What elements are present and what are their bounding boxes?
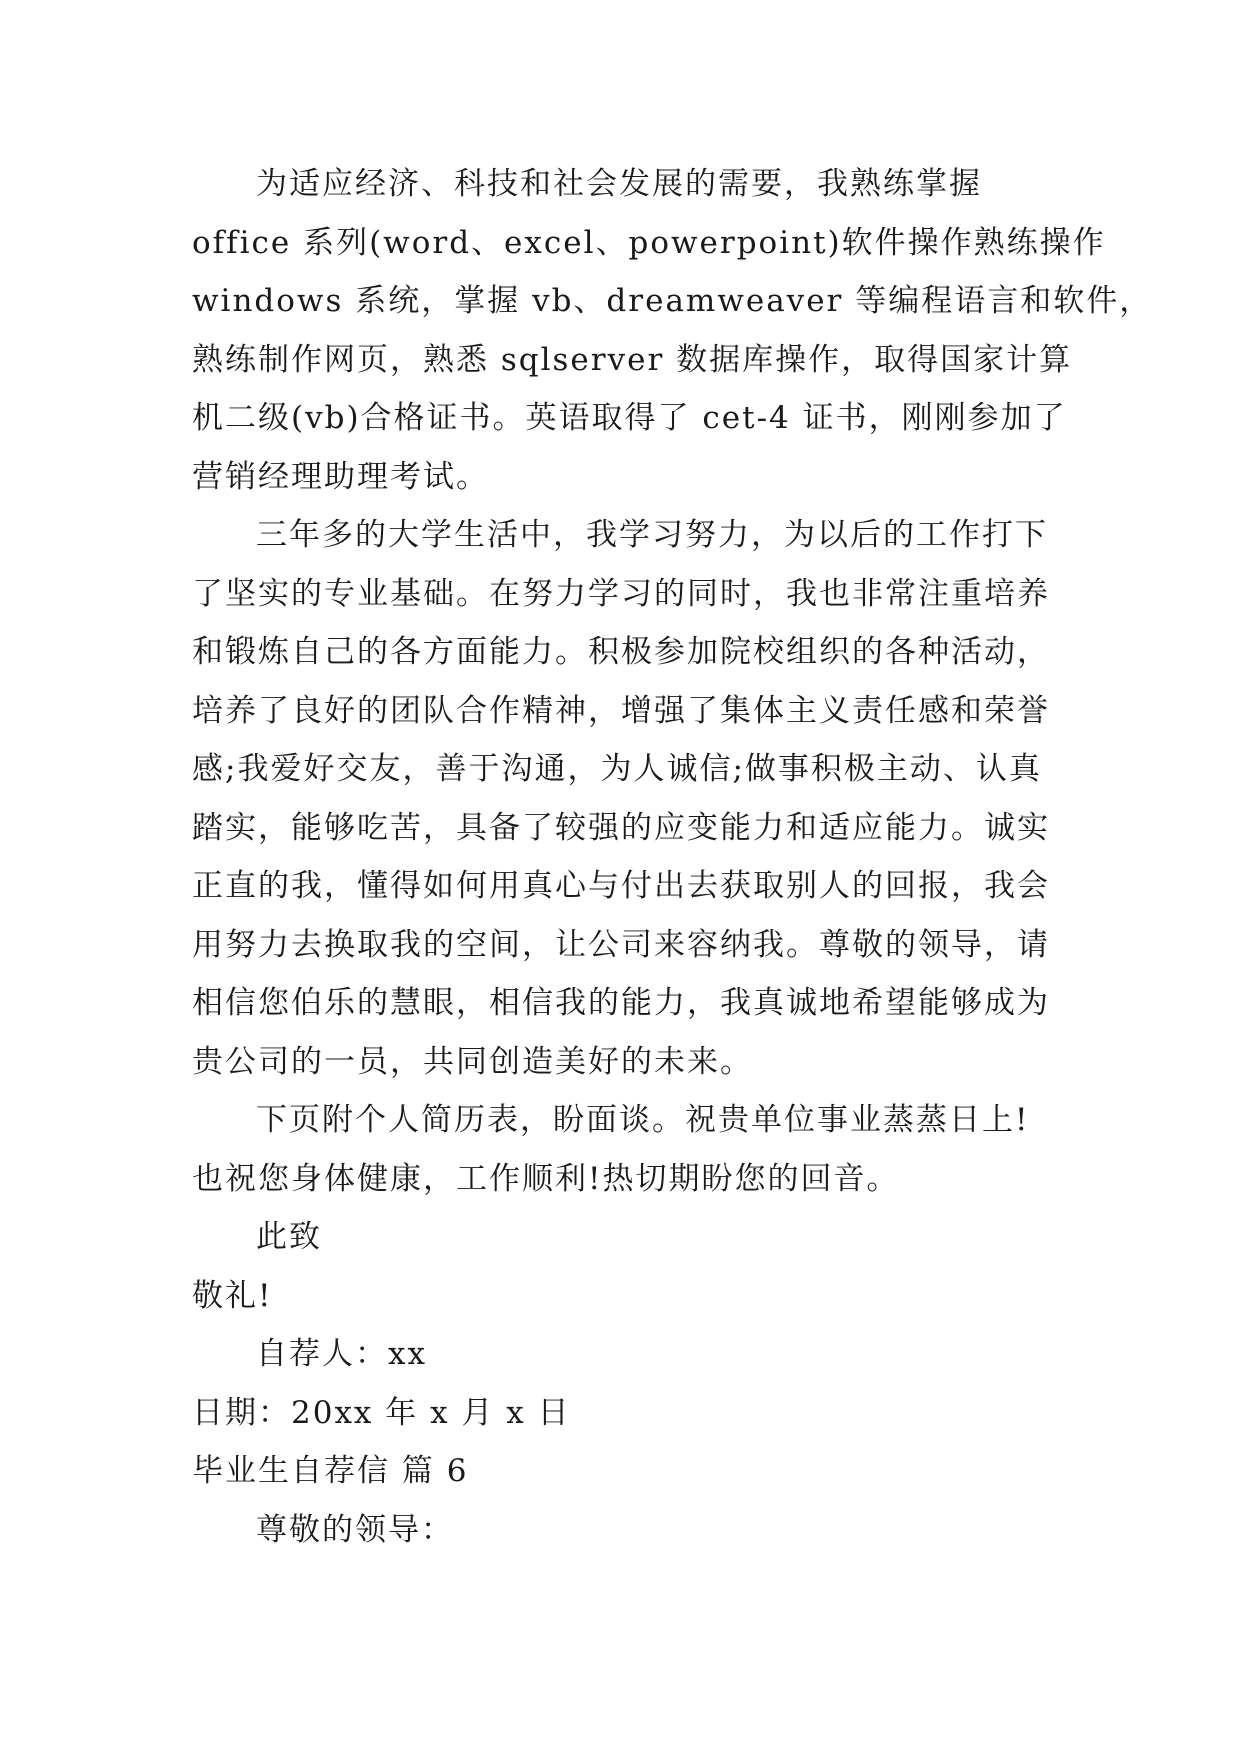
- text-line: 也祝您身体健康，工作顺利!热切期盼您的回音。: [192, 1160, 900, 1197]
- text-line: office 系列(word、excel、powerpoint)软件操作熟练操作: [192, 224, 1106, 261]
- salute: 敬礼!: [192, 1277, 273, 1314]
- text-line: 下页附个人简历表，盼面谈。祝贵单位事业蒸蒸日上!: [256, 1102, 1030, 1138]
- text-line: 相信您伯乐的慧眼，相信我的能力，我真诚地希望能够成为: [192, 985, 1050, 1021]
- text-line: 熟练制作网页，熟悉 sqlserver 数据库操作，取得国家计算: [192, 341, 1073, 378]
- paragraph-wishes: [192, 1091, 1072, 1208]
- text-line: 感;我爱好交友，善于沟通，为人诚信;做事积极主动、认真: [192, 751, 1042, 787]
- text-line: 机二级(vb)合格证书。英语取得了 cet-4 证书，刚刚参加了: [192, 400, 1067, 436]
- date: 日期：20xx 年 x 月 x 日: [192, 1394, 571, 1431]
- text-line: 用努力去换取我的空间，让公司来容纳我。尊敬的领导，请: [192, 926, 1050, 963]
- text-line: 贵公司的一员，共同创造美好的未来。: [192, 1043, 753, 1080]
- text-line: 和锻炼自己的各方面能力。积极参加院校组织的各种活动，: [192, 634, 1050, 670]
- text-line: windows 系统，掌握 vb、dreamweaver 等编程语言和软件，: [192, 283, 1153, 319]
- text-line: 培养了良好的团队合作精神，增强了集体主义责任感和荣誉: [192, 692, 1050, 729]
- text-line: 营销经理助理考试。: [192, 458, 489, 495]
- text-line: 了坚实的专业基础。在努力学习的同时，我也非常注重培养: [192, 575, 1050, 612]
- text-line: 三年多的大学生活中，我学习努力，为以后的工作打下: [256, 517, 1048, 553]
- text-line: 正直的我，懂得如何用真心与付出去获取别人的回报，我会: [192, 868, 1050, 904]
- document-body: [192, 155, 1153, 1559]
- greeting: 尊敬的领导：: [256, 1511, 454, 1548]
- signature: 自荐人：xx: [256, 1336, 427, 1372]
- section-title: 毕业生自荐信 篇 6: [192, 1453, 469, 1489]
- paragraph-university-life: [192, 506, 1072, 1091]
- closing: 此致: [256, 1219, 322, 1255]
- paragraph-skills: [192, 155, 1153, 506]
- text-line: 为适应经济、科技和社会发展的需要，我熟练掌握: [256, 166, 982, 202]
- text-line: 踏实，能够吃苦，具备了较强的应变能力和适应能力。诚实: [192, 809, 1050, 846]
